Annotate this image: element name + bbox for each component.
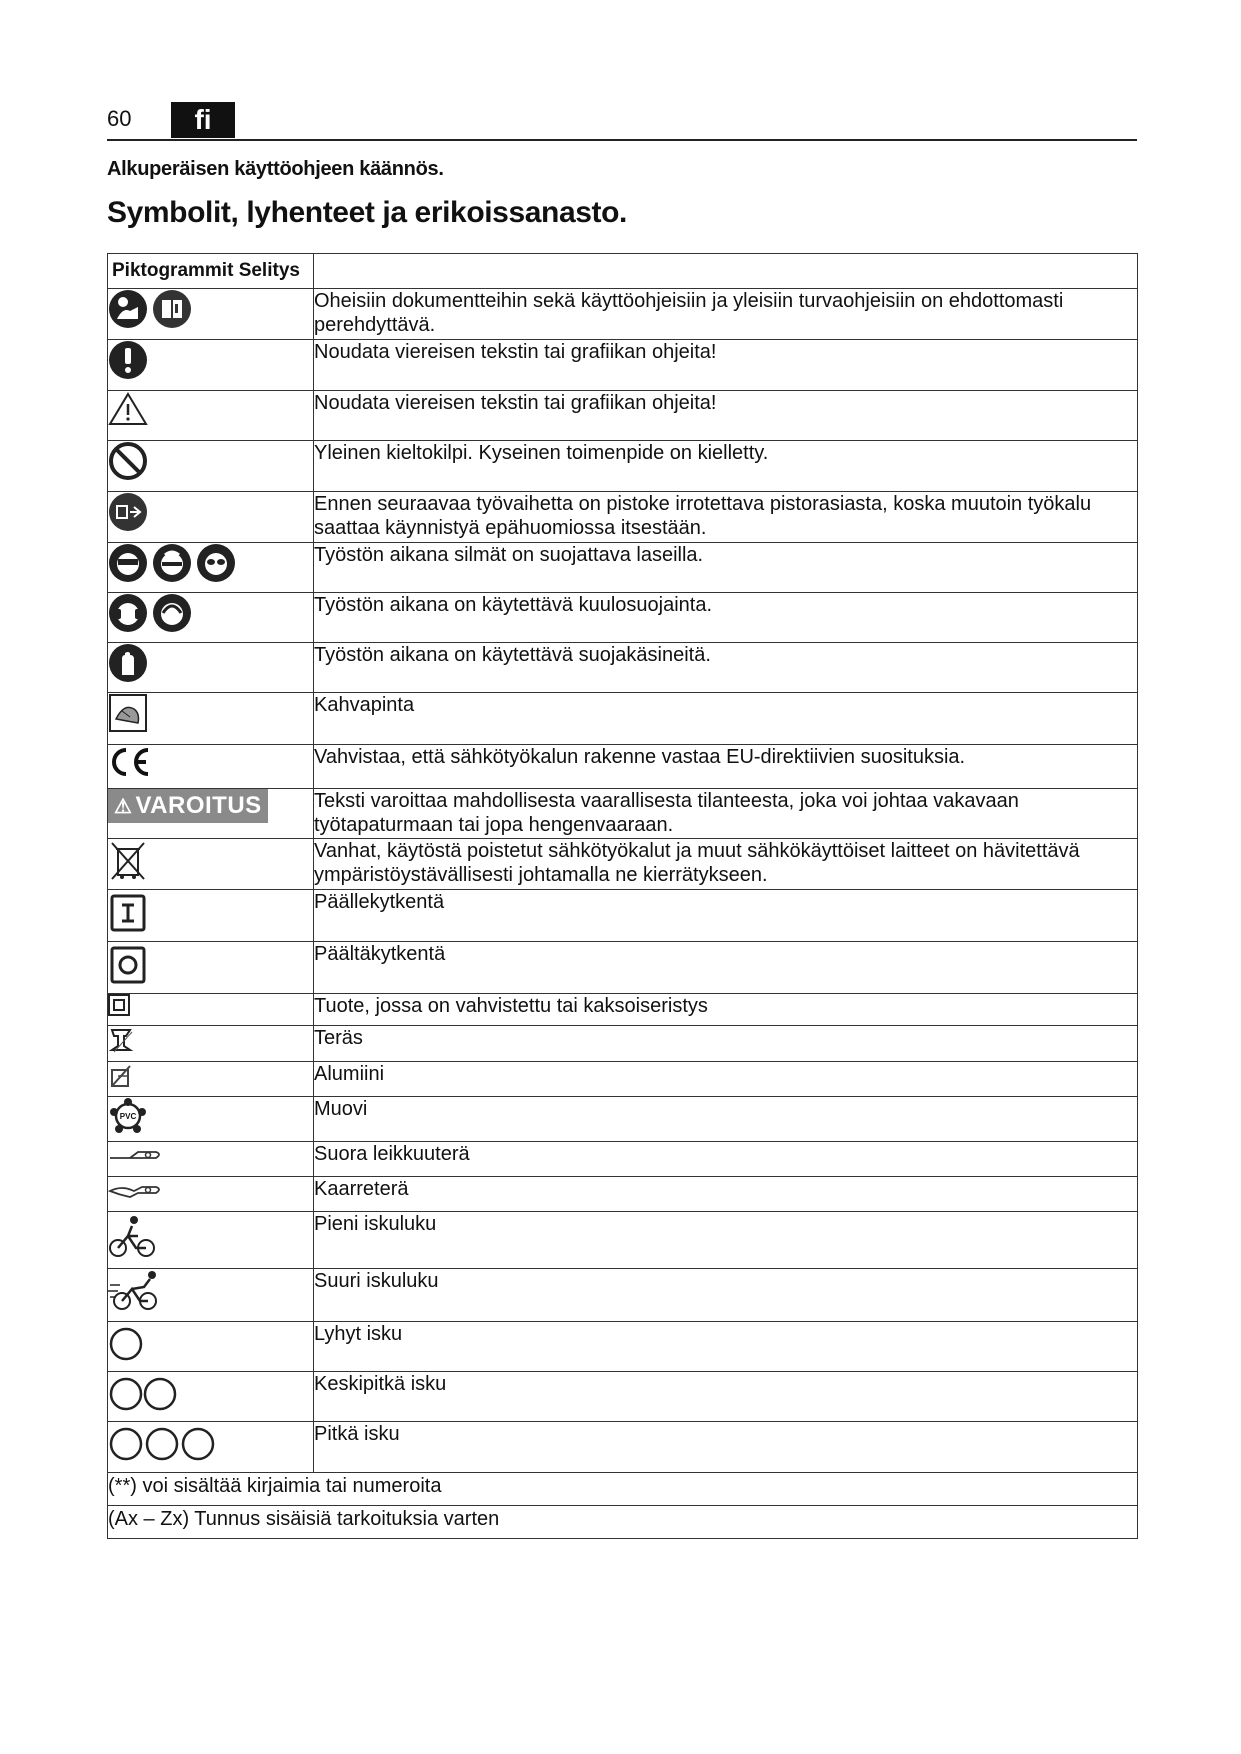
table-row [108,942,1138,994]
medium-stroke-icon [108,1372,180,1412]
plastic-pvc-label: PVC [119,1112,137,1121]
table-row [108,441,1138,492]
row-description: Pitkä isku [314,1422,1138,1473]
row-description: Päällekytkentä [314,890,1138,942]
steel-icon [108,1026,136,1054]
large-stroke-bike-icon [108,1269,164,1313]
table-footer-row [108,1473,1138,1506]
plastic-pvc-icon [108,1097,148,1135]
gloves-icon [108,643,148,683]
footnote-wildcard: (**) voi sisältää kirjaimia tai numeroita [108,1473,1138,1506]
header-divider [107,139,1137,141]
long-stroke-icon [108,1422,220,1462]
row-description: Kahvapinta [314,693,1138,745]
row-description: Tuote, jossa on vahvistettu tai kaksoiseristys [314,994,1138,1026]
table-row [108,289,1138,340]
table-row [108,693,1138,745]
table-row [108,1372,1138,1422]
switch-on-icon [108,890,148,934]
column-header-pictograms: Piktogrammit Selitys [108,254,314,289]
goggles-icon [196,543,236,583]
footnote-internal-id: (Ax – Zx) Tunnus sisäisiä tarkoituksia varten [108,1506,1138,1539]
double-insulation-icon [108,994,130,1016]
page-title: Symbolit, lyhenteet ja erikoissanasto. [107,196,627,229]
row-description: Alumiini [314,1062,1138,1097]
warning-triangle-icon [108,391,148,427]
table-row [108,745,1138,789]
ear-muff-icon [152,593,192,633]
switch-off-icon [108,942,148,986]
row-description: Muovi [314,1097,1138,1142]
table-footer-row [108,1506,1138,1539]
unplug-icon [108,492,148,532]
row-description: Suora leikkuuterä [314,1142,1138,1177]
eye-protection-icon [152,543,192,583]
row-description: Yleinen kieltokilpi. Kyseinen toimenpide on kielletty. [314,441,1138,492]
table-row [108,1062,1138,1097]
weee-bin-icon [108,839,148,883]
row-description: Pieni iskuluku [314,1212,1138,1269]
row-description: Ennen seuraavaa työvaihetta on pistoke irrotettava pistorasiasta, koska muutoin työkalu saattaa käynnistyä epähuomiossa itsestään. [314,492,1138,543]
table-row [108,994,1138,1026]
row-description: Noudata viereisen tekstin tai grafiikan ohjeita! [314,340,1138,391]
row-description: Suuri iskuluku [314,1269,1138,1322]
row-description: Oheisiin dokumentteihin sekä käyttöohjeisiin ja yleisiin turvaohjeisiin on ehdottomasti perehdyttävä. [314,289,1138,340]
row-description: Teräs [314,1026,1138,1062]
table-row [108,643,1138,693]
row-description: Kaarreterä [314,1177,1138,1212]
row-description: Lyhyt isku [314,1322,1138,1372]
symbols-table [107,253,1138,1539]
table-row [108,1269,1138,1322]
short-stroke-icon [108,1322,144,1362]
table-row [108,1212,1138,1269]
row-description: Päältäkytkentä [314,942,1138,994]
prohibition-icon [108,441,148,481]
manual-book-icon [152,289,192,329]
row-description: Noudata viereisen tekstin tai grafiikan ohjeita! [314,391,1138,441]
small-stroke-bike-icon [108,1212,156,1260]
page-number: 60 [107,106,132,131]
row-description: Teksti varoittaa mahdollisesta vaarallisesta tilanteesta, joka voi johtaa vakavaan työtapaturmaan tai jopa hengenvaaraan. [314,789,1138,839]
aluminium-icon [108,1062,136,1090]
table-row [108,839,1138,890]
warning-badge-icon: ⚠ VAROITUS [108,789,268,823]
row-description: Vanhat, käytöstä poistetut sähkötyökalut ja muut sähkökäyttöiset laitteet on hävitettävä ympäristöystävällisesti johtamalla ne kierrätykseen. [314,839,1138,890]
row-description: Vahvistaa, että sähkötyökalun rakenne vastaa EU-direktiivien suosituksia. [314,745,1138,789]
row-description: Työstön aikana silmät on suojattava laseilla. [314,543,1138,593]
row-description: Työstön aikana on käytettävä kuulosuojainta. [314,593,1138,643]
curved-blade-icon [108,1177,164,1201]
table-row [108,1026,1138,1062]
language-badge: fi [171,102,235,138]
exclamation-icon [108,340,148,380]
table-row [108,1097,1138,1142]
page-header [107,102,1137,140]
row-description: Keskipitkä isku [314,1372,1138,1422]
table-row [108,543,1138,593]
ce-mark-icon [108,745,152,779]
table-row [108,391,1138,441]
row-description: Työstön aikana on käytettävä suojakäsineitä. [314,643,1138,693]
warning-badge-text: VAROITUS [135,792,262,819]
table-row [108,1142,1138,1177]
column-header-empty [314,254,1138,289]
straight-blade-icon [108,1142,164,1166]
grip-surface-icon [108,693,148,733]
table-row [108,1322,1138,1372]
table-row [108,492,1138,543]
table-row [108,1422,1138,1473]
table-row [108,890,1138,942]
table-header-row [108,254,1138,289]
document-subtitle: Alkuperäisen käyttöohjeen käännös. [107,158,444,180]
table-row [108,593,1138,643]
read-manual-icon [108,289,148,329]
face-shield-icon [108,543,148,583]
ear-protection-icon [108,593,148,633]
table-row [108,1177,1138,1212]
table-row [108,340,1138,391]
table-row [108,789,1138,839]
